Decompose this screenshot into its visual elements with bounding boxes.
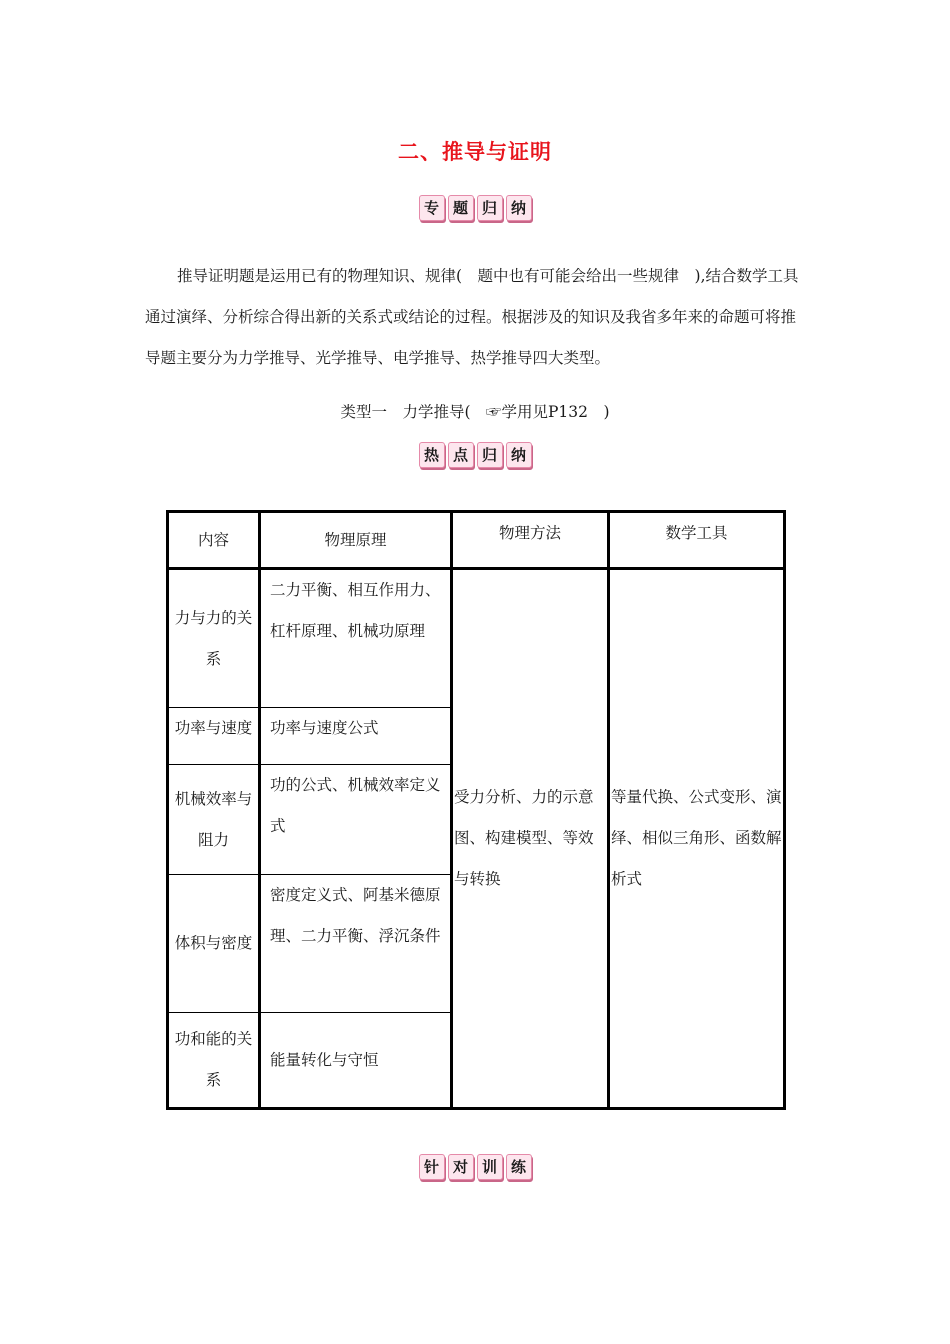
table-header-row: [168, 512, 785, 569]
header-content: 内容: [168, 512, 260, 569]
tag-summary: [0, 195, 950, 221]
mechanics-table: [166, 510, 786, 1110]
tag-char: 训: [477, 1154, 503, 1180]
tag-char: 对: [448, 1154, 474, 1180]
row-principle: 功率与速度公式: [260, 708, 452, 765]
tag-hotspots: [0, 442, 950, 468]
header-math-tools: 数学工具: [609, 512, 785, 569]
tag-char: 题: [448, 195, 474, 221]
tag-char: 归: [477, 195, 503, 221]
tag-char: 纳: [506, 195, 532, 221]
tag-char: 练: [506, 1154, 532, 1180]
tag-char: 针: [419, 1154, 445, 1180]
tag-char: 纳: [506, 442, 532, 468]
intro-paragraph: 推导证明题是运用已有的物理知识、规律( 题中也有可能会给出一些规律 ),结合数学工具通过演绎、分析综合得出新的关系式或结论的过程。根据涉及的知识及我省多年来的命题可将推导题主要分为力学推导、光学推导、电学推导、热学推导四大类型。: [145, 267, 799, 367]
row-principle: 功的公式、机械效率定义式: [260, 765, 452, 875]
tag-char: 热: [419, 442, 445, 468]
table-row: [168, 569, 785, 708]
type-heading: 类型一 力学推导( ☞学用见P132 ): [340, 403, 610, 421]
row-content: 体积与密度: [168, 875, 260, 1013]
header-method: 物理方法: [452, 512, 609, 569]
row-content: 机械效率与阻力: [168, 765, 260, 875]
tag-char: 专: [419, 195, 445, 221]
row-content: 力与力的关系: [168, 569, 260, 708]
page-title: 二、推导与证明: [398, 140, 552, 164]
row-content: 功和能的关系: [168, 1013, 260, 1109]
row-principle: 密度定义式、阿基米德原理、二力平衡、浮沉条件: [260, 875, 452, 1013]
row-principle: 二力平衡、相互作用力、杠杆原理、机械功原理: [260, 569, 452, 708]
tag-training: [0, 1154, 950, 1180]
row-principle: 能量转化与守恒: [260, 1013, 452, 1109]
method-cell: 受力分析、力的示意图、构建模型、等效与转换: [452, 569, 609, 1109]
math-tools-cell: 等量代换、公式变形、演绎、相似三角形、函数解析式: [609, 569, 785, 1109]
tag-char: 归: [477, 442, 503, 468]
tag-char: 点: [448, 442, 474, 468]
row-content: 功率与速度: [168, 708, 260, 765]
header-principle: 物理原理: [260, 512, 452, 569]
